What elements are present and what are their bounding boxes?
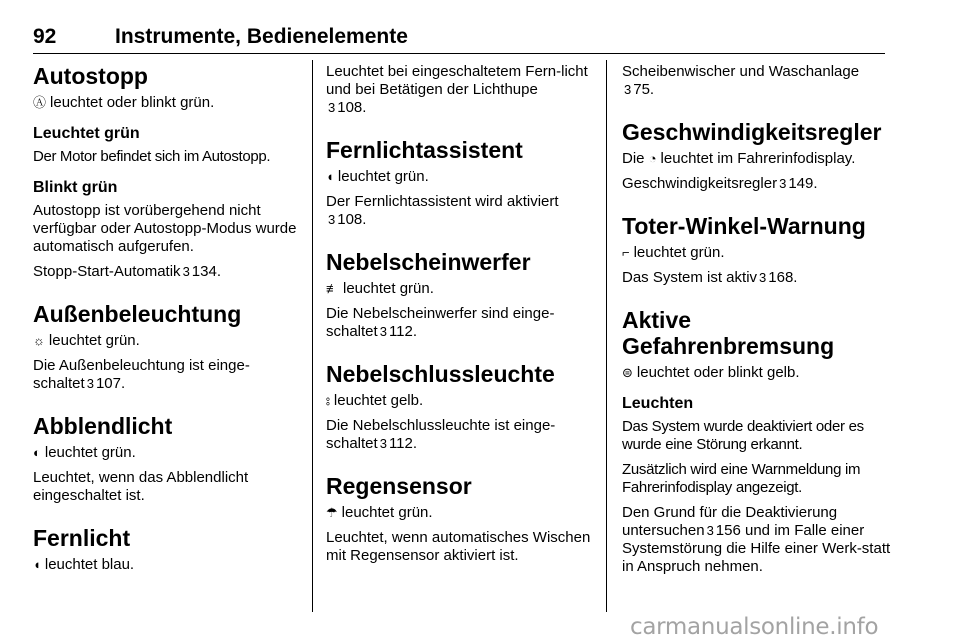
page-header (33, 23, 885, 54)
crossref-paragraph: Die Nebelscheinwerfer sind einge-schaltet 3 112. (326, 305, 555, 340)
heading-abblendlicht: Abblendlicht (33, 413, 173, 439)
subheading-blinkt: Blinkt grün (33, 179, 118, 196)
column-1 (33, 63, 305, 581)
paragraph: ≢ leuchtet grün. (326, 280, 434, 297)
crossref-arrow-icon: 3 (759, 270, 767, 285)
crossref-arrow-icon: 3 (328, 212, 336, 227)
paragraph: ◐ leuchtet grün. (33, 444, 136, 461)
heading-nebelscheinwerfer: Nebelscheinwerfer (326, 249, 531, 275)
paragraph: ⌐ leuchtet grün. (622, 244, 725, 261)
crossref-arrow-icon: 3 (379, 436, 387, 451)
paragraph: Leuchtet, wenn automatisches Wischen mit Regensensor aktiviert ist. (326, 529, 591, 564)
exterior-light-icon: ☼ (33, 333, 45, 348)
autostop-icon: Ⓐ (33, 95, 47, 110)
fog-light-icon: ≢ (326, 281, 339, 296)
heading-toter-winkel-warnung: Toter-Winkel-Warnung (622, 213, 866, 239)
paragraph: ☂ leuchtet grün. (326, 504, 433, 521)
heading-autostopp: Autostopp (33, 63, 148, 89)
cruise-control-icon: ◔ (648, 151, 657, 166)
crossref-paragraph: Der Fernlichtassistent wird aktiviert 3 108. (326, 193, 559, 228)
rain-sensor-icon: ☂ (326, 505, 338, 520)
column-divider (606, 60, 607, 612)
emergency-brake-icon: ⊜ (622, 365, 633, 380)
paragraph: ◖ leuchtet blau. (33, 556, 135, 573)
heading-aussenbeleuchtung: Außenbeleuchtung (33, 301, 242, 327)
crossref-paragraph: Leuchtet bei eingeschaltetem Fern-licht und bei Betätigen der Lichthupe 3 108. (326, 63, 588, 116)
heading-regensensor: Regensensor (326, 473, 472, 499)
crossref-paragraph: Die Außenbeleuchtung ist einge-schaltet 3 107. (33, 357, 250, 392)
heading-aktive-gefahrenbremsung: Aktive Gefahrenbremsung (622, 307, 835, 359)
column-2 (326, 63, 598, 572)
paragraph: Der Motor befindet sich im Autostopp. (33, 148, 271, 165)
crossref-paragraph: Stopp-Start-Automatik 3 134. (33, 263, 221, 280)
crossref-arrow-icon: 3 (706, 523, 714, 538)
crossref-arrow-icon: 3 (779, 176, 787, 191)
paragraph: Leuchtet, wenn das Abblendlicht eingeschaltet ist. (33, 469, 249, 504)
paragraph: Zusätzlich wird eine Warnmeldung im Fahrerinfodisplay angezeigt. (622, 461, 861, 496)
crossref-arrow-icon: 3 (624, 82, 632, 97)
crossref-paragraph: Die Nebelschlussleuchte ist einge-schaltet 3 112. (326, 417, 556, 452)
heading-fernlicht: Fernlicht (33, 525, 131, 551)
watermark: carmanualsonline.info (630, 614, 879, 640)
crossref-paragraph: Das System ist aktiv 3 168. (622, 269, 798, 286)
crossref-arrow-icon: 3 (379, 324, 387, 339)
paragraph: Die ◔ leuchtet im Fahrerinfodisplay. (622, 150, 856, 167)
high-beam-icon: ◖ (33, 557, 41, 572)
crossref-arrow-icon: 3 (328, 100, 336, 115)
low-beam-icon: ◐ (33, 445, 41, 460)
paragraph: ⊜ leuchtet oder blinkt gelb. (622, 364, 800, 381)
crossref-paragraph: Scheibenwischer und Waschanlage 3 75. (622, 63, 860, 98)
rear-fog-light-icon: ⦂ (326, 393, 330, 408)
paragraph: ☼ leuchtet grün. (33, 332, 140, 349)
crossref-paragraph: Geschwindigkeitsregler 3 149. (622, 175, 818, 192)
paragraph: Das System wurde deaktiviert oder es wurde eine Störung erkannt. (622, 418, 864, 453)
high-beam-assist-icon: ◖ (326, 169, 334, 184)
crossref-arrow-icon: 3 (182, 264, 190, 279)
crossref-arrow-icon: 3 (86, 376, 94, 391)
subheading-leuchten: Leuchten (622, 395, 694, 412)
column-divider (312, 60, 313, 612)
paragraph: Autostopp ist vorübergehend nicht verfügbar oder Autostopp-Modus wurde automatisch aufgerufen. (33, 202, 297, 255)
paragraph: ◖ leuchtet grün. (326, 168, 429, 185)
heading-geschwindigkeitsregler: Geschwindigkeitsregler (622, 119, 882, 145)
crossref-paragraph: Den Grund für die Deaktivierung untersuchen 3 156 und im Falle einer Systemstörung die Hilfe einer Werk-statt in Anspruch nehmen. (622, 504, 891, 575)
chapter-title: Instrumente, Bedienelemente (115, 25, 408, 48)
heading-fernlichtassistent: Fernlichtassistent (326, 137, 523, 163)
blind-spot-icon: ⌐ (622, 245, 630, 260)
heading-nebelschlussleuchte: Nebelschlussleuchte (326, 361, 555, 387)
paragraph: ⦂ leuchtet gelb. (326, 392, 424, 409)
column-3 (622, 63, 894, 583)
page-number: 92 (33, 25, 57, 48)
paragraph: Ⓐ leuchtet oder blinkt grün. (33, 94, 215, 111)
subheading-leuchtet: Leuchtet grün (33, 125, 140, 142)
